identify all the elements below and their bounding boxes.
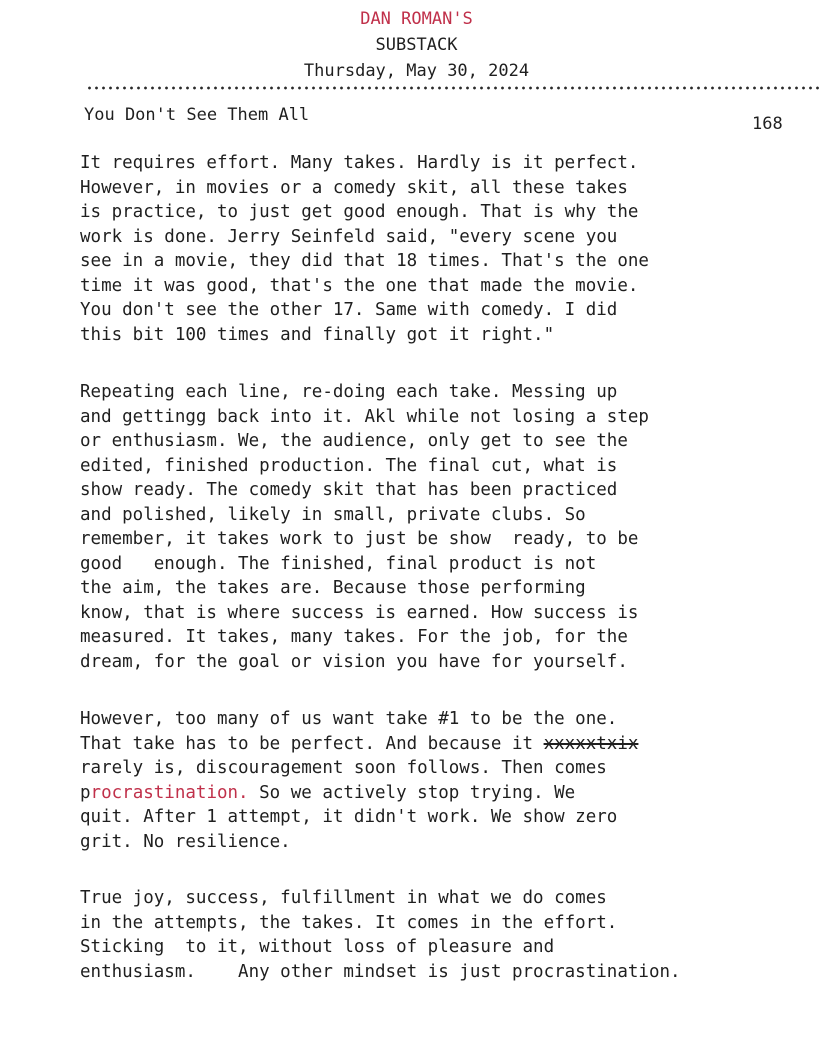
text-line: know, that is where success is earned. How success is [80,602,639,623]
paragraph-3 [80,707,820,854]
text-segment: p [80,782,91,803]
text-line: dream, for the goal or vision you have for yourself. [80,651,628,672]
dotted-divider [86,86,821,90]
text-line: However, in movies or a comedy skit, all these takes [80,177,628,198]
text-line: However, too many of us want take #1 to be the one. [80,709,618,729]
text-line: edited, finished production. The final cut, what is [80,455,618,476]
text-line: good enough. The finished, final product is not [80,553,597,574]
text-line: show ready. The comedy skit that has been practiced [80,480,618,500]
paragraph-4 [80,886,820,984]
text-line: Sticking to it, without loss of pleasure and [80,937,555,957]
text-line: and polished, likely in small, private clubs. So [80,504,586,525]
paragraph-2 [80,380,820,674]
text-line: grit. No resilience. [80,831,291,852]
text-line: measured. It takes, many takes. For the job, for the [80,627,628,647]
article-title: You Don't See Them All [84,105,310,125]
text-line: see in a movie, they did that 18 times. That's the one [80,251,649,271]
text-line: True joy, success, fulfillment in what we do comes [80,888,607,908]
highlighted-word: rocrastination. [90,782,249,803]
paragraph-1 [80,151,820,347]
text-line: rarely is, discouragement soon follows. Then comes [80,758,607,778]
text-line: You don't see the other 17. Same with comedy. I did [80,300,618,320]
text-line: and gettingg back into it. Akl while not losing a step [80,406,649,427]
text-line: in the attempts, the takes. It comes in the effort. [80,912,618,933]
brand-name: DAN ROMAN'S [360,9,473,29]
text-line: or enthusiasm. We, the audience, only get to see the [80,431,628,451]
text-line: remember, it takes work to just be show ready, to be [80,529,639,549]
text-segment: That take has to be perfect. And because it [80,733,544,754]
struck-out-typing: xxxxxtxix [543,733,639,754]
text-line: Repeating each line, re-doing each take. Messing up [80,382,618,402]
text-line: time it was good, that's the one that made the movie. [80,275,639,296]
text-line: this bit 100 times and finally got it right." [80,324,555,345]
publication-name: SUBSTACK [375,35,458,55]
text-line: It requires effort. Many takes. Hardly is it perfect. [80,153,639,173]
text-line: is practice, to just get good enough. That is why the [80,202,639,222]
post-date: Thursday, May 30, 2024 [303,61,530,81]
text-segment: So we actively stop trying. We [248,782,576,803]
page-number: 168 [752,114,783,134]
text-line: enthusiasm. Any other mindset is just procrastination. [80,961,681,982]
text-line [80,732,820,757]
text-line: the aim, the takes are. Because those performing [80,578,586,598]
text-line: work is done. Jerry Seinfeld said, "every scene you [80,226,618,247]
text-line [80,781,820,806]
text-line: quit. After 1 attempt, it didn't work. We show zero [80,807,618,827]
